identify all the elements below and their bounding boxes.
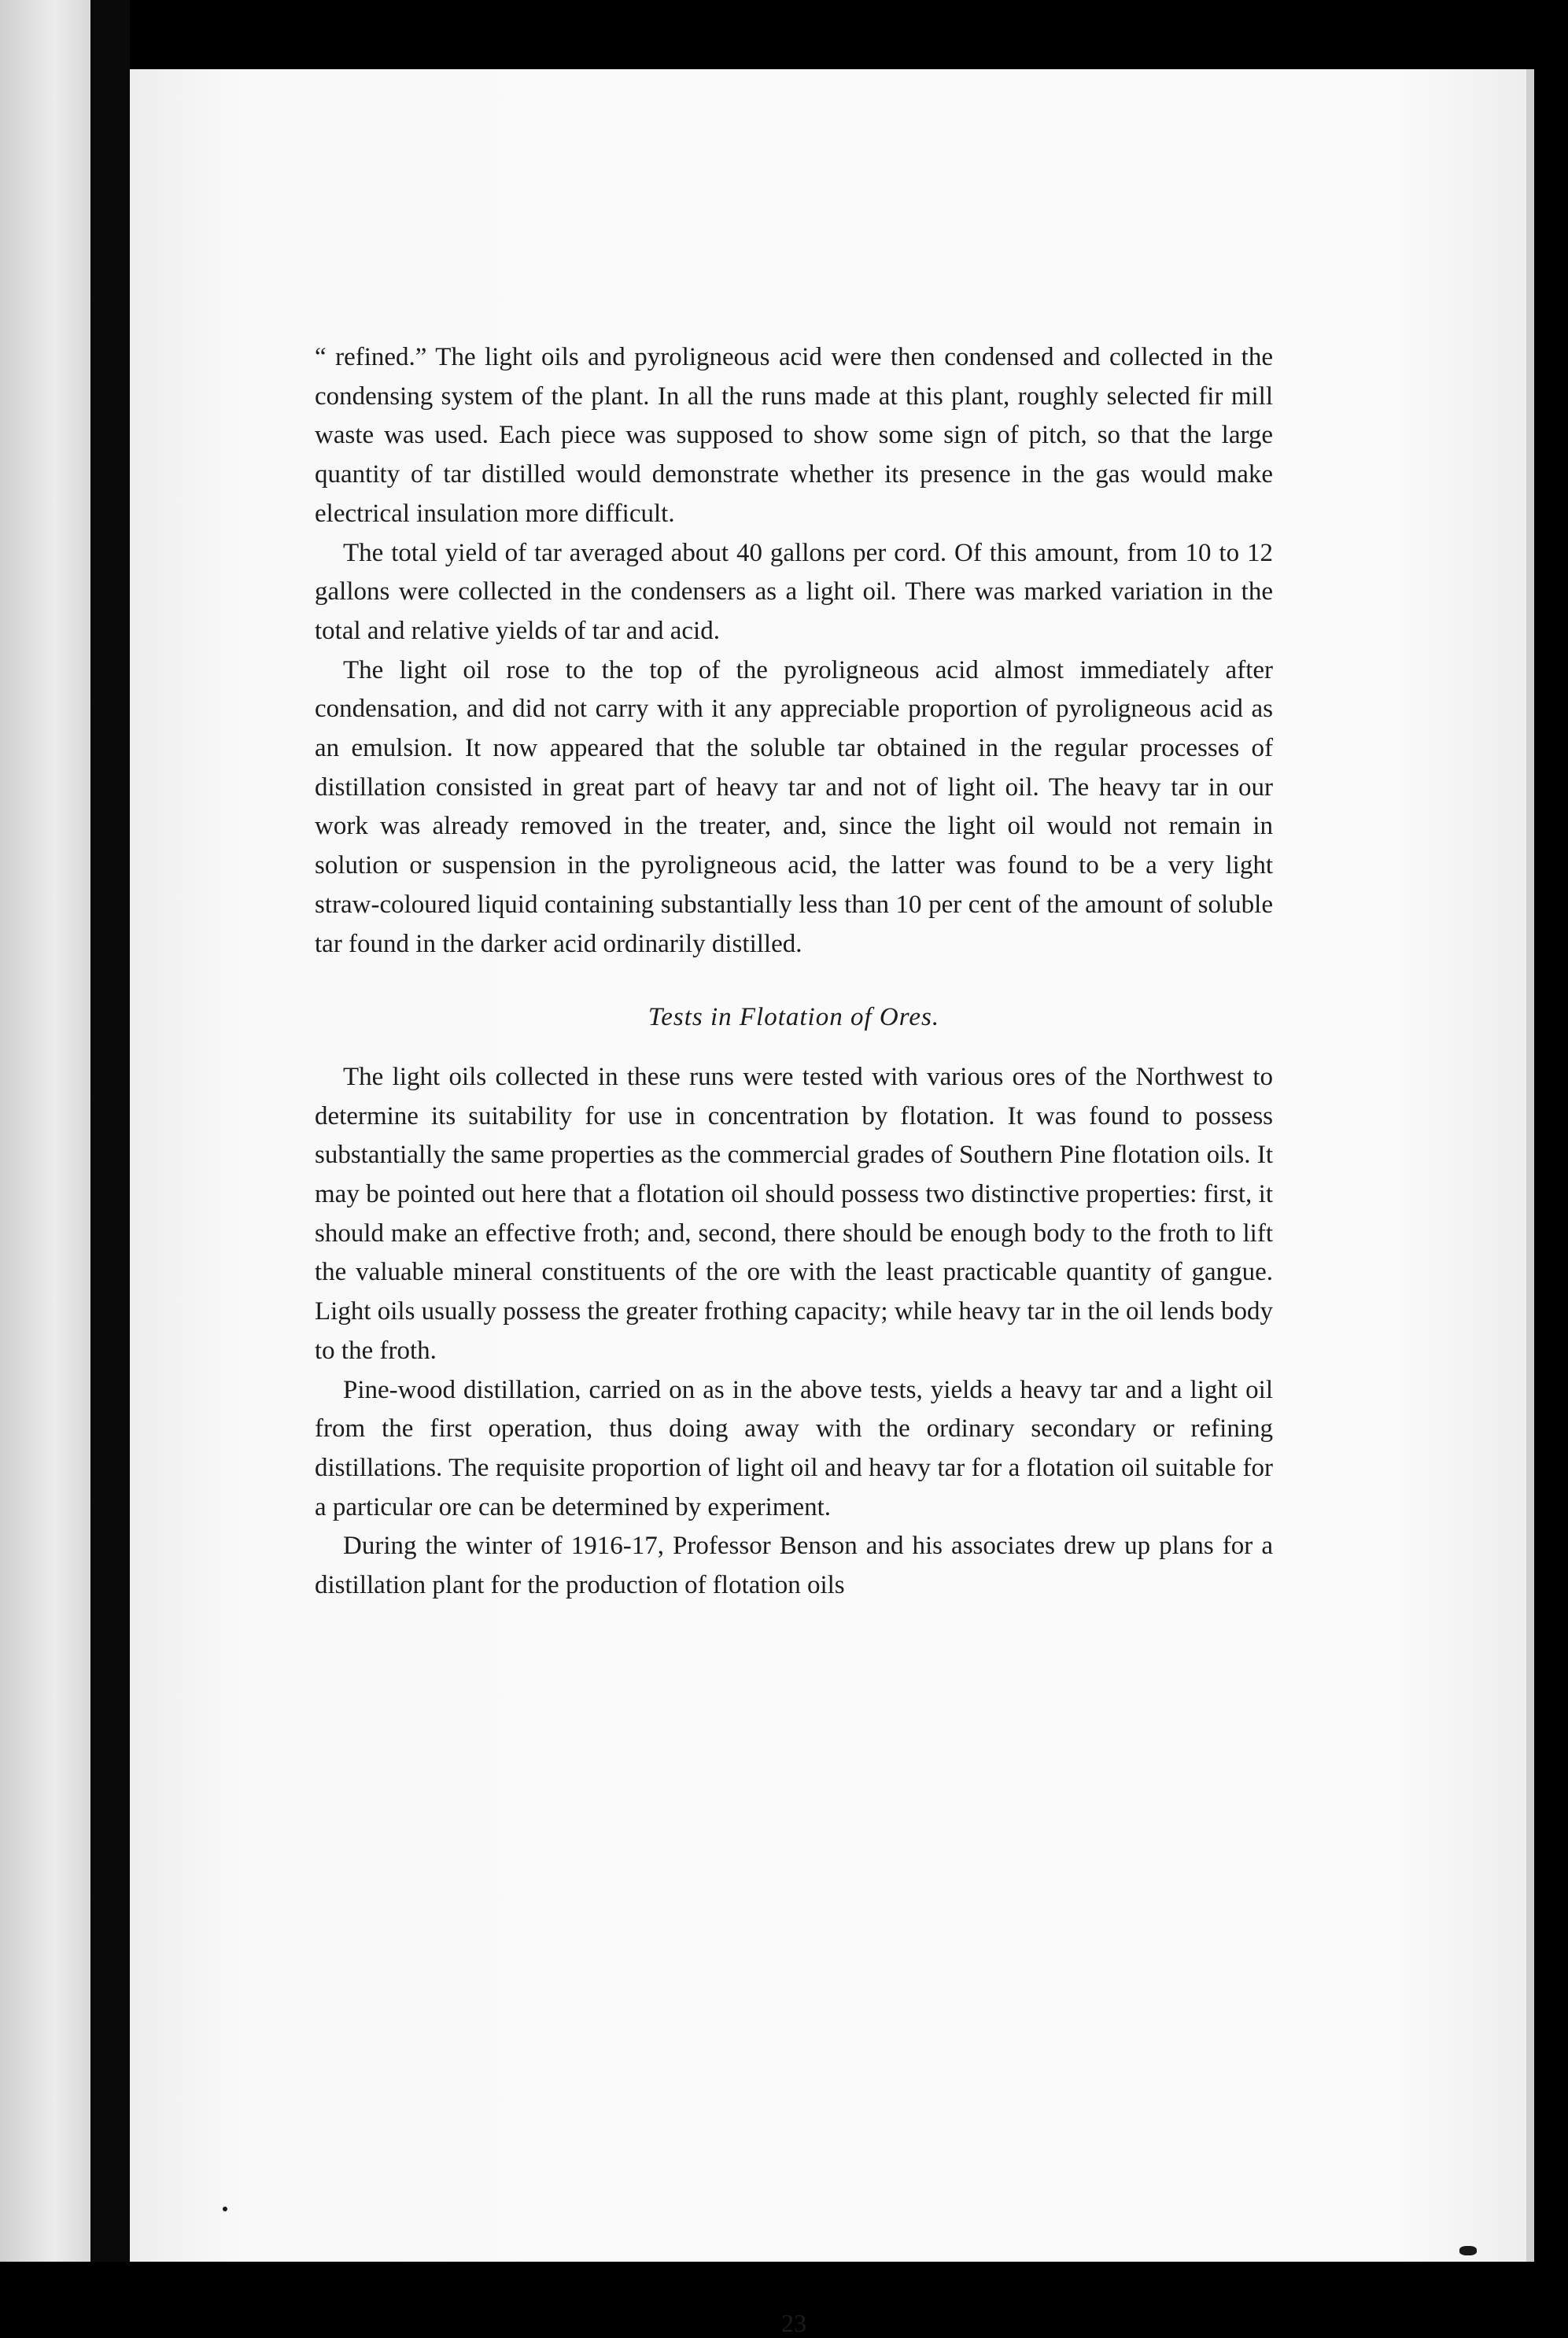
paragraph-1: “ refined.” The light oils and pyroligneous acid were then condensed and collected in the condensing system of the plant. In all the runs made at this plant, roughly selected fir mill waste was used. Each piece was supposed to show some sign of pitch, so that the large quantity of tar distilled would demonstrate whether its presence in the gas would make electrical insulation more difficult. [315, 343, 1273, 528]
section-paragraph-1: The light oils collected in these runs were tested with various ores of the Northwest to determine its suitability for use in concentration by flotation. It was found to possess substantially the same properties as the commercial grades of Southern Pine flotation oils. It may be pointed out here that a flotation oil should possess two distinctive properties: first, it should make an effective froth; and, second, there should be enough body to the froth to lift the valuable mineral constituents of the ore with the least practicable quantity of gangue. Light oils usually possess the greater frothing capacity; while heavy tar in the oil lends body to the froth. [315, 1062, 1273, 1365]
section-paragraph-2: Pine-wood distillation, carried on as in the above tests, yields a heavy tar and a light oil from the first operation, thus doing away with the ordinary secondary or refining distillations. The requisite proportion of light oil and heavy tar for a flotation oil suitable for a particular ore can be determined by experiment. [315, 1375, 1273, 1521]
section-paragraph-3: During the winter of 1916-17, Professor Benson and his associates drew up plans for a distillation plant for the production of flotation oils [315, 1532, 1273, 1600]
paragraph-3: The light oil rose to the top of the pyroligneous acid almost immediately after condensation, and did not carry with it any appreciable proportion of pyroligneous acid as an emulsion. It now appeared that the soluble tar obtained in the regular processes of distillation consisted in great part of heavy tar and not of light oil. The heavy tar in our work was already removed in the treater, and, since the light oil would not remain in solution or suspension in the pyroligneous acid, the latter was found to be a very light straw-coloured liquid containing substantially less than 10 per cent of the amount of soluble tar found in the darker acid ordinarily distilled. [315, 655, 1273, 958]
page-text-body [315, 338, 1273, 1606]
page-right-edge [1526, 69, 1534, 2262]
page-number: 23 [781, 2309, 806, 2337]
scan-speck [223, 2207, 227, 2211]
book-gutter [90, 0, 130, 2262]
section-heading: Tests in Flotation of Ores. [647, 1003, 940, 1032]
paragraph-2: The total yield of tar averaged about 40 gallons per cord. Of this amount, from 10 to 12 gallons were collected in the condensers as a light oil. There was marked variation in the total and relative yields of tar and acid. [315, 538, 1273, 645]
scan-speck [1459, 2246, 1477, 2255]
previous-page-edge [0, 0, 90, 2262]
